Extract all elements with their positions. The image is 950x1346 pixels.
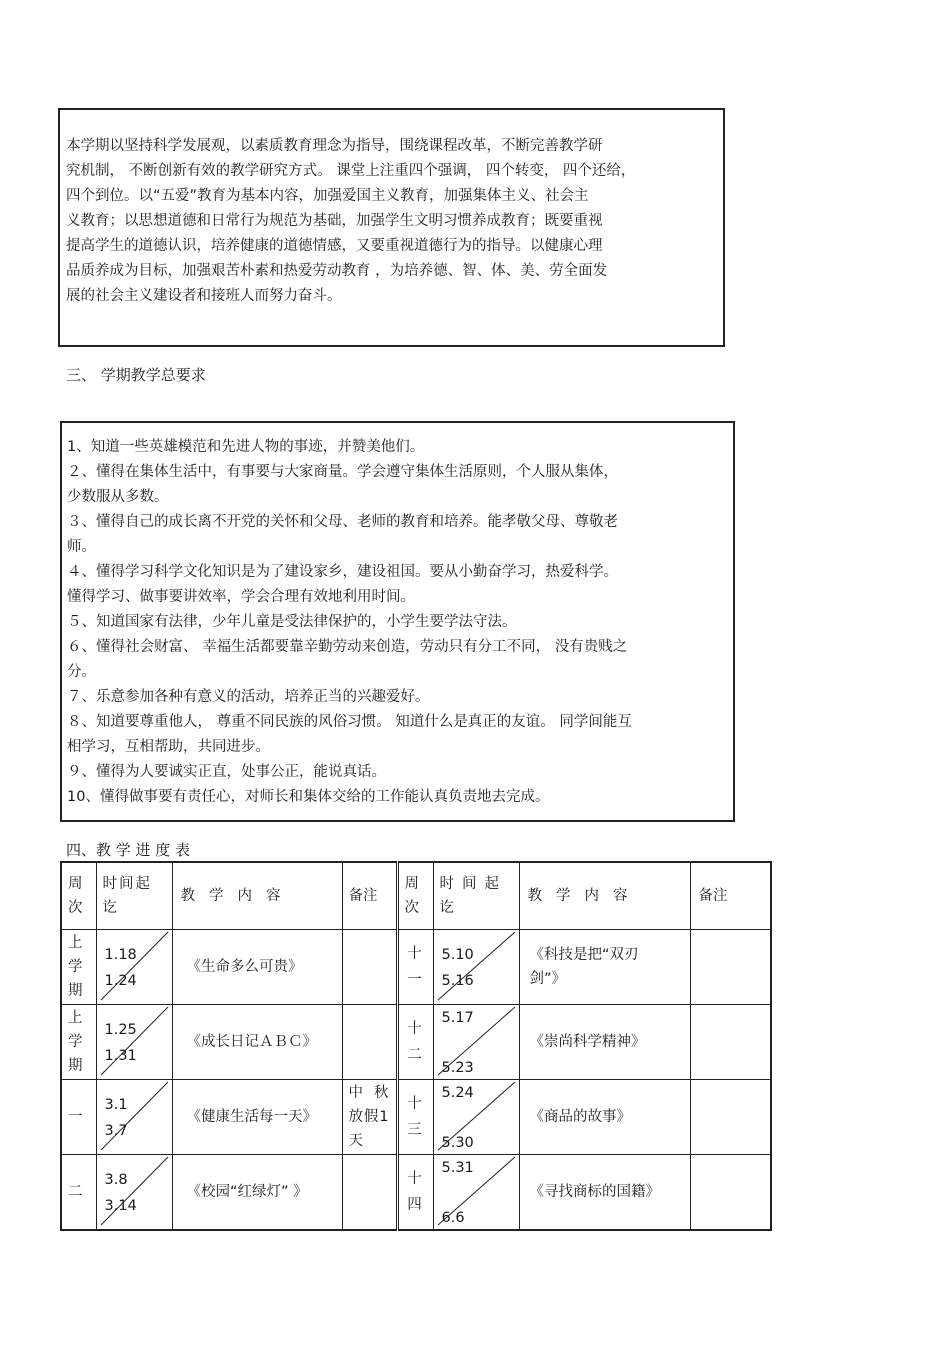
- intro-line-4: 义教育；以思想道德和日常行为规范为基础，加强学生文明习惯养成教育；既要重视: [66, 213, 603, 229]
- week-cell: 上学期: [61, 930, 96, 1005]
- intro-line-7: 展的社会主义建设者和接班人而努力奋斗。: [66, 288, 342, 304]
- note-cell: [342, 1155, 397, 1231]
- requirement-line-15: 10、懂得做事要有责任心，对师长和集体交给的工作能认真负责地去完成。: [67, 789, 550, 805]
- content-cell: 《健康生活每一天》: [172, 1080, 342, 1155]
- week-cell: 二: [61, 1155, 96, 1231]
- schedule-table: [60, 861, 772, 1231]
- content-cell: 《寻找商标的国籍》: [519, 1155, 690, 1231]
- date-cell: 3.8 3.14: [96, 1155, 172, 1231]
- content-cell: 《生命多么可贵》: [172, 930, 342, 1005]
- date-cell: 5.31 6.6: [433, 1155, 519, 1231]
- intro-line-2: 究机制， 不断创新有效的教学研究方式。 课堂上注重四个强调， 四个转变， 四个还给，: [66, 163, 636, 179]
- intro-line-3: 四个到位。以“五爱”教育为基本内容，加强爱国主义教育，加强集体主义、社会主: [66, 188, 589, 204]
- note-cell: [690, 1080, 771, 1155]
- requirement-line-12: ８、知道要尊重他人， 尊重不同民族的风俗习惯。 知道什么是真正的友谊。 同学间能互: [67, 714, 632, 730]
- header-content-left: 教学内容: [172, 862, 342, 930]
- header-content-right: 教学内容: [519, 862, 690, 930]
- note-cell: [342, 1005, 397, 1080]
- date-cell: 5.10 5.16: [433, 930, 519, 1005]
- date-cell: 5.17 5.23: [433, 1005, 519, 1080]
- note-cell: [690, 1155, 771, 1231]
- date-divider: [97, 930, 172, 1004]
- date-divider: [97, 1155, 172, 1229]
- date-divider: [97, 1080, 172, 1154]
- header-week-right: 周次: [397, 862, 433, 930]
- week-cell: 十一: [397, 930, 433, 1005]
- content-cell: 《崇尚科学精神》: [519, 1005, 690, 1080]
- note-cell: [690, 930, 771, 1005]
- requirement-line-11: ７、乐意参加各种有意义的活动，培养正当的兴趣爱好。: [67, 689, 430, 705]
- requirement-line-3: 少数服从多数。: [67, 489, 169, 505]
- note-cell: [342, 930, 397, 1005]
- date-cell: 3.1 3.7: [96, 1080, 172, 1155]
- schedule-row: [61, 930, 771, 1005]
- date-cell: 1.25 1.31: [96, 1005, 172, 1080]
- requirement-line-8: ５、知道国家有法律，少年儿童是受法律保护的，小学生要学法守法。: [67, 614, 517, 630]
- date-divider: [434, 930, 519, 1004]
- requirement-line-2: ２、懂得在集体生活中，有事要与大家商量。学会遵守集体生活原则，个人服从集体，: [67, 464, 618, 480]
- content-cell: 《校园“红绿灯” 》: [172, 1155, 342, 1231]
- week-cell: 十四: [397, 1155, 433, 1231]
- header-note-right: 备注: [690, 862, 771, 930]
- date-divider: [97, 1005, 172, 1079]
- header-time-left: 时间起讫: [96, 862, 172, 930]
- week-cell: 十三: [397, 1080, 433, 1155]
- schedule-header-row: [61, 862, 771, 930]
- intro-line-1: 本学期以坚持科学发展观，以素质教育理念为指导，围绕课程改革，不断完善教学研: [66, 138, 603, 154]
- requirement-line-4: ３、懂得自己的成长离不开党的关怀和父母、老师的教育和培养。能孝敬父母、尊敬老: [67, 514, 618, 530]
- requirement-line-10: 分。: [67, 664, 96, 680]
- section-4-title: 四、教 学 进 度 表: [66, 841, 191, 859]
- requirement-line-13: 相学习，互相帮助，共同进步。: [67, 739, 270, 755]
- intro-line-6: 品质养成为目标，加强艰苦朴素和热爱劳动教育 ，为培养德、智、体、美、劳全面发: [66, 263, 608, 279]
- header-note-left: 备注: [342, 862, 397, 930]
- section-3-title: 三、 学期教学总要求: [66, 366, 206, 384]
- content-cell: 《科技是把“双刃剑”》: [519, 930, 690, 1005]
- content-cell: 《成长日记ＡＢＣ》: [172, 1005, 342, 1080]
- week-cell: 一: [61, 1080, 96, 1155]
- content-cell: 《商品的故事》: [519, 1080, 690, 1155]
- header-time-right: 时间起讫: [433, 862, 519, 930]
- requirement-line-6: ４、懂得学习科学文化知识是为了建设家乡，建设祖国。要从小勤奋学习，热爱科学。: [67, 564, 618, 580]
- week-cell: 十二: [397, 1005, 433, 1080]
- requirement-line-14: ９、懂得为人要诚实正直，处事公正，能说真话。: [67, 764, 386, 780]
- requirement-line-1: 1、知道一些英雄模范和先进人物的事迹，并赞美他们。: [67, 439, 425, 455]
- requirement-line-5: 师。: [67, 539, 96, 555]
- date-cell: 5.24 5.30: [433, 1080, 519, 1155]
- intro-line-5: 提高学生的道德认识，培养健康的道德情感，又要重视道德行为的指导。以健康心理: [66, 238, 603, 254]
- note-cell: 中秋放假1天: [342, 1080, 397, 1155]
- requirement-line-7: 懂得学习、做事要讲效率，学会合理有效地利用时间。: [67, 589, 415, 605]
- requirement-line-9: ６、懂得社会财富、 幸福生活都要靠辛勤劳动来创造，劳动只有分工不同， 没有贵贱之: [67, 639, 628, 655]
- schedule-row: [61, 1005, 771, 1080]
- schedule-row: [61, 1155, 771, 1231]
- week-cell: 上学期: [61, 1005, 96, 1080]
- note-cell: [690, 1005, 771, 1080]
- schedule-row: [61, 1080, 771, 1155]
- header-week-left: 周次: [61, 862, 96, 930]
- date-cell: 1.18 1.24: [96, 930, 172, 1005]
